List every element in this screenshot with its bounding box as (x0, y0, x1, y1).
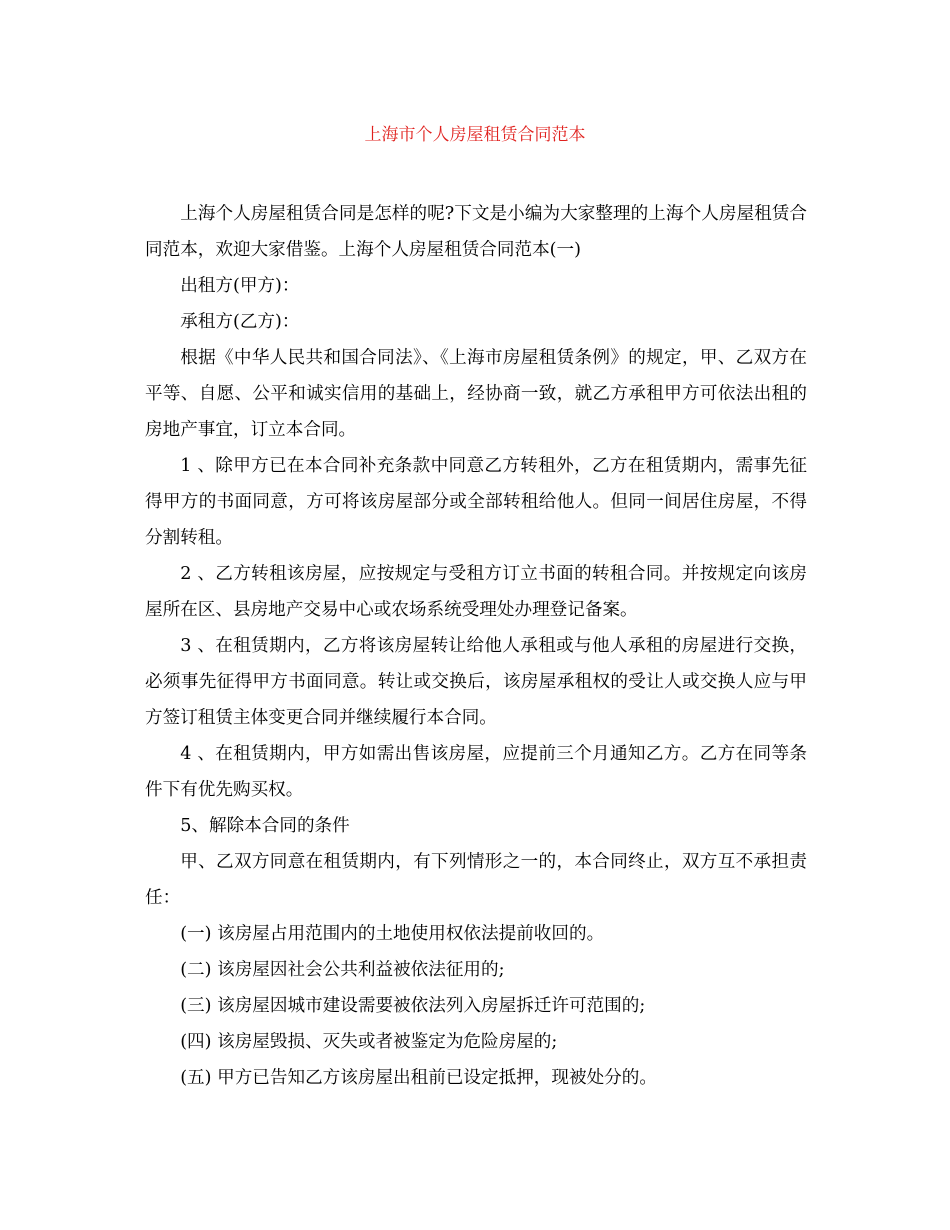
clause-3: 3 、在租赁期内，乙方将该房屋转让给他人承租或与他人承租的房屋进行交换，必须事先征得甲方书面同意。转让或交换后，该房屋承租权的受让人或交换人应与甲方签订租赁主体变更合同并继续履行本合同。 (145, 636, 807, 728)
document-title: 上海市个人房屋租赁合同范本 (364, 125, 586, 145)
condition-item-4: (四) 该房屋毁损、灭失或者被鉴定为危险房屋的; (180, 1032, 558, 1052)
paragraph-basis: 根据《中华人民共和国合同法》、《上海市房屋租赁条例》的规定，甲、乙双方在平等、自愿、公平和诚实信用的基础上，经协商一致，就乙方承租甲方可依法出租的房地产事宜，订立本合同。 (145, 348, 807, 440)
condition-item-2: (二) 该房屋因社会公共利益被依法征用的; (180, 960, 505, 980)
clause-5-heading: 5、解除本合同的条件 (180, 816, 350, 836)
paragraph-lessor: 出租方(甲方)： (180, 276, 300, 296)
clause-4: 4 、在租赁期内，甲方如需出售该房屋，应提前三个月通知乙方。乙方在同等条件下有优先购买权。 (145, 744, 807, 800)
condition-item-1: (一) 该房屋占用范围内的土地使用权依法提前收回的。 (180, 924, 605, 944)
condition-item-5: (五) 甲方已告知乙方该房屋出租前已设定抵押，现被处分的。 (180, 1068, 657, 1088)
clause-5-intro: 甲、乙双方同意在租赁期内，有下列情形之一的，本合同终止，双方互不承担责任： (145, 852, 807, 908)
clause-1: 1 、除甲方已在本合同补充条款中同意乙方转租外，乙方在租赁期内，需事先征得甲方的书面同意，方可将该房屋部分或全部转租给他人。但同一间居住房屋，不得分割转租。 (145, 456, 807, 548)
condition-item-3: (三) 该房屋因城市建设需要被依法列入房屋拆迁许可范围的; (180, 996, 646, 1016)
paragraph-intro: 上海个人房屋租赁合同是怎样的呢?下文是小编为大家整理的上海个人房屋租赁合同范本，欢迎大家借鉴。上海个人房屋租赁合同范本(一) (145, 204, 807, 260)
document-body (145, 196, 807, 1096)
paragraph-lessee: 承租方(乙方)： (180, 312, 300, 332)
clause-2: 2 、乙方转租该房屋，应按规定与受租方订立书面的转租合同。并按规定向该房屋所在区、县房地产交易中心或农场系统受理处办理登记备案。 (145, 564, 807, 620)
